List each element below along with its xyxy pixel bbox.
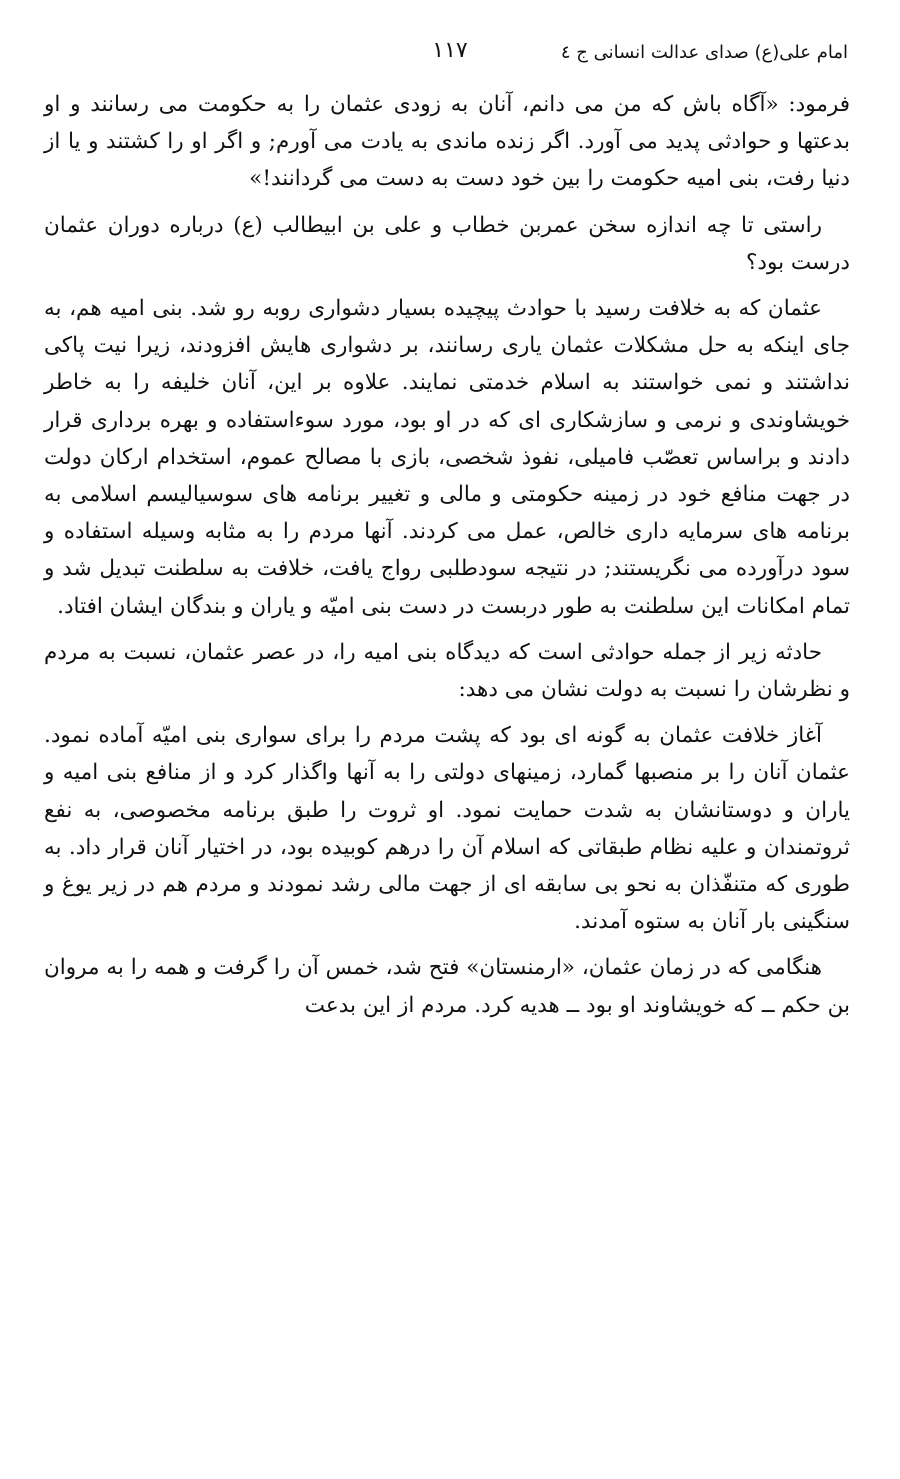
page-header (40, 38, 860, 70)
page-number: ١١٧ (432, 38, 468, 63)
paragraph-6: هنگامی که در زمان عثمان، «ارمنستان» فتح شد، خمس آن را گرفت و همه را به مروان بن حکم ــ که خویشاوند او بود ــ هدیه کرد. مردم از این بدعت (44, 955, 850, 1018)
paragraph-2: راستی تا چه اندازه سخن عمربن خطاب و علی بن ابیطالب (ع) درباره دوران عثمان درست بود؟ (44, 212, 850, 275)
paragraph-1: فرمود: «آگاه باش که من می دانم، آنان به زودی عثمان را به حکومت می رسانند و او بدعتها و حوادثی پدید می آورد. اگر زنده ماندی به یادت می آورم; و اگر او را کشتند و یا از دنیا رفت، بنی امیه حکومت را بین خود دست به دست می گردانند!» (44, 92, 850, 192)
paragraph-5: آغاز خلافت عثمان به گونه ای بود که پشت مردم را برای سواری بنی امیّه آماده نمود. عثمان آنان را بر منصبها گمارد، زمینهای دولتی را به آنها واگذار کرد و از منافع بنی امیه و یاران و دوستانشان به شدت حمایت نمود. او ثروت را طبق برنامه مخصوصی، به نفع ثروتمندان و علیه نظام طبقاتی که اسلام آن را درهم کوبیده بود، در اختیار آنان قرار داد. به طوری که متنفّذان به نحو بی سابقه ای از جهت مالی رشد نمودند و مردم هم در زیر یوغ و سنگینی بار آنان به ستوه آمدند. (44, 723, 850, 935)
running-head: امام علی(ع) صدای عدالت انسانی ج ٤ (560, 42, 848, 63)
body-text (44, 86, 850, 1033)
paragraph-3: عثمان که به خلافت رسید با حوادث پیچیده بسیار دشواری روبه رو شد. بنی امیه هم، به جای اینکه به حل مشکلات عثمان یاری رسانند، بر دشواری هایش افزودند، زیرا نیت پاکی نداشتند و نمی خواستند به اسلام خدمتی نمایند. علاوه بر این، آنان خلیفه را به خاطر خویشاوندی و نرمی و سازشکاری ای که در او بود، مورد سوءاستفاده و بهره برداری قرار دادند و براساس تعصّب فامیلی، نفوذ شخصی، بازی با مصالح عموم، استخدام ارکان دولت در جهت منافع خود در زمینه حکومتی و مالی و تغییر برنامه های سوسیالیسم اسلامی به برنامه های سرمایه داری خالص، عمل می کردند. آنها مردم را به مثابه وسیله استفاده و سود درآورده می نگریستند; در نتیجه سودطلبی رواج یافت، خلافت به سلطنت تبدیل شد و تمام امکانات این سلطنت به طور دربست در دست بنی امیّه و یاران و بندگان ایشان افتاد. (44, 296, 850, 619)
paragraph-4: حادثه زیر از جمله حوادثی است که دیدگاه بنی امیه را، در عصر عثمان، نسبت به مردم و نظرشان را نسبت به دولت نشان می دهد: (44, 639, 850, 703)
